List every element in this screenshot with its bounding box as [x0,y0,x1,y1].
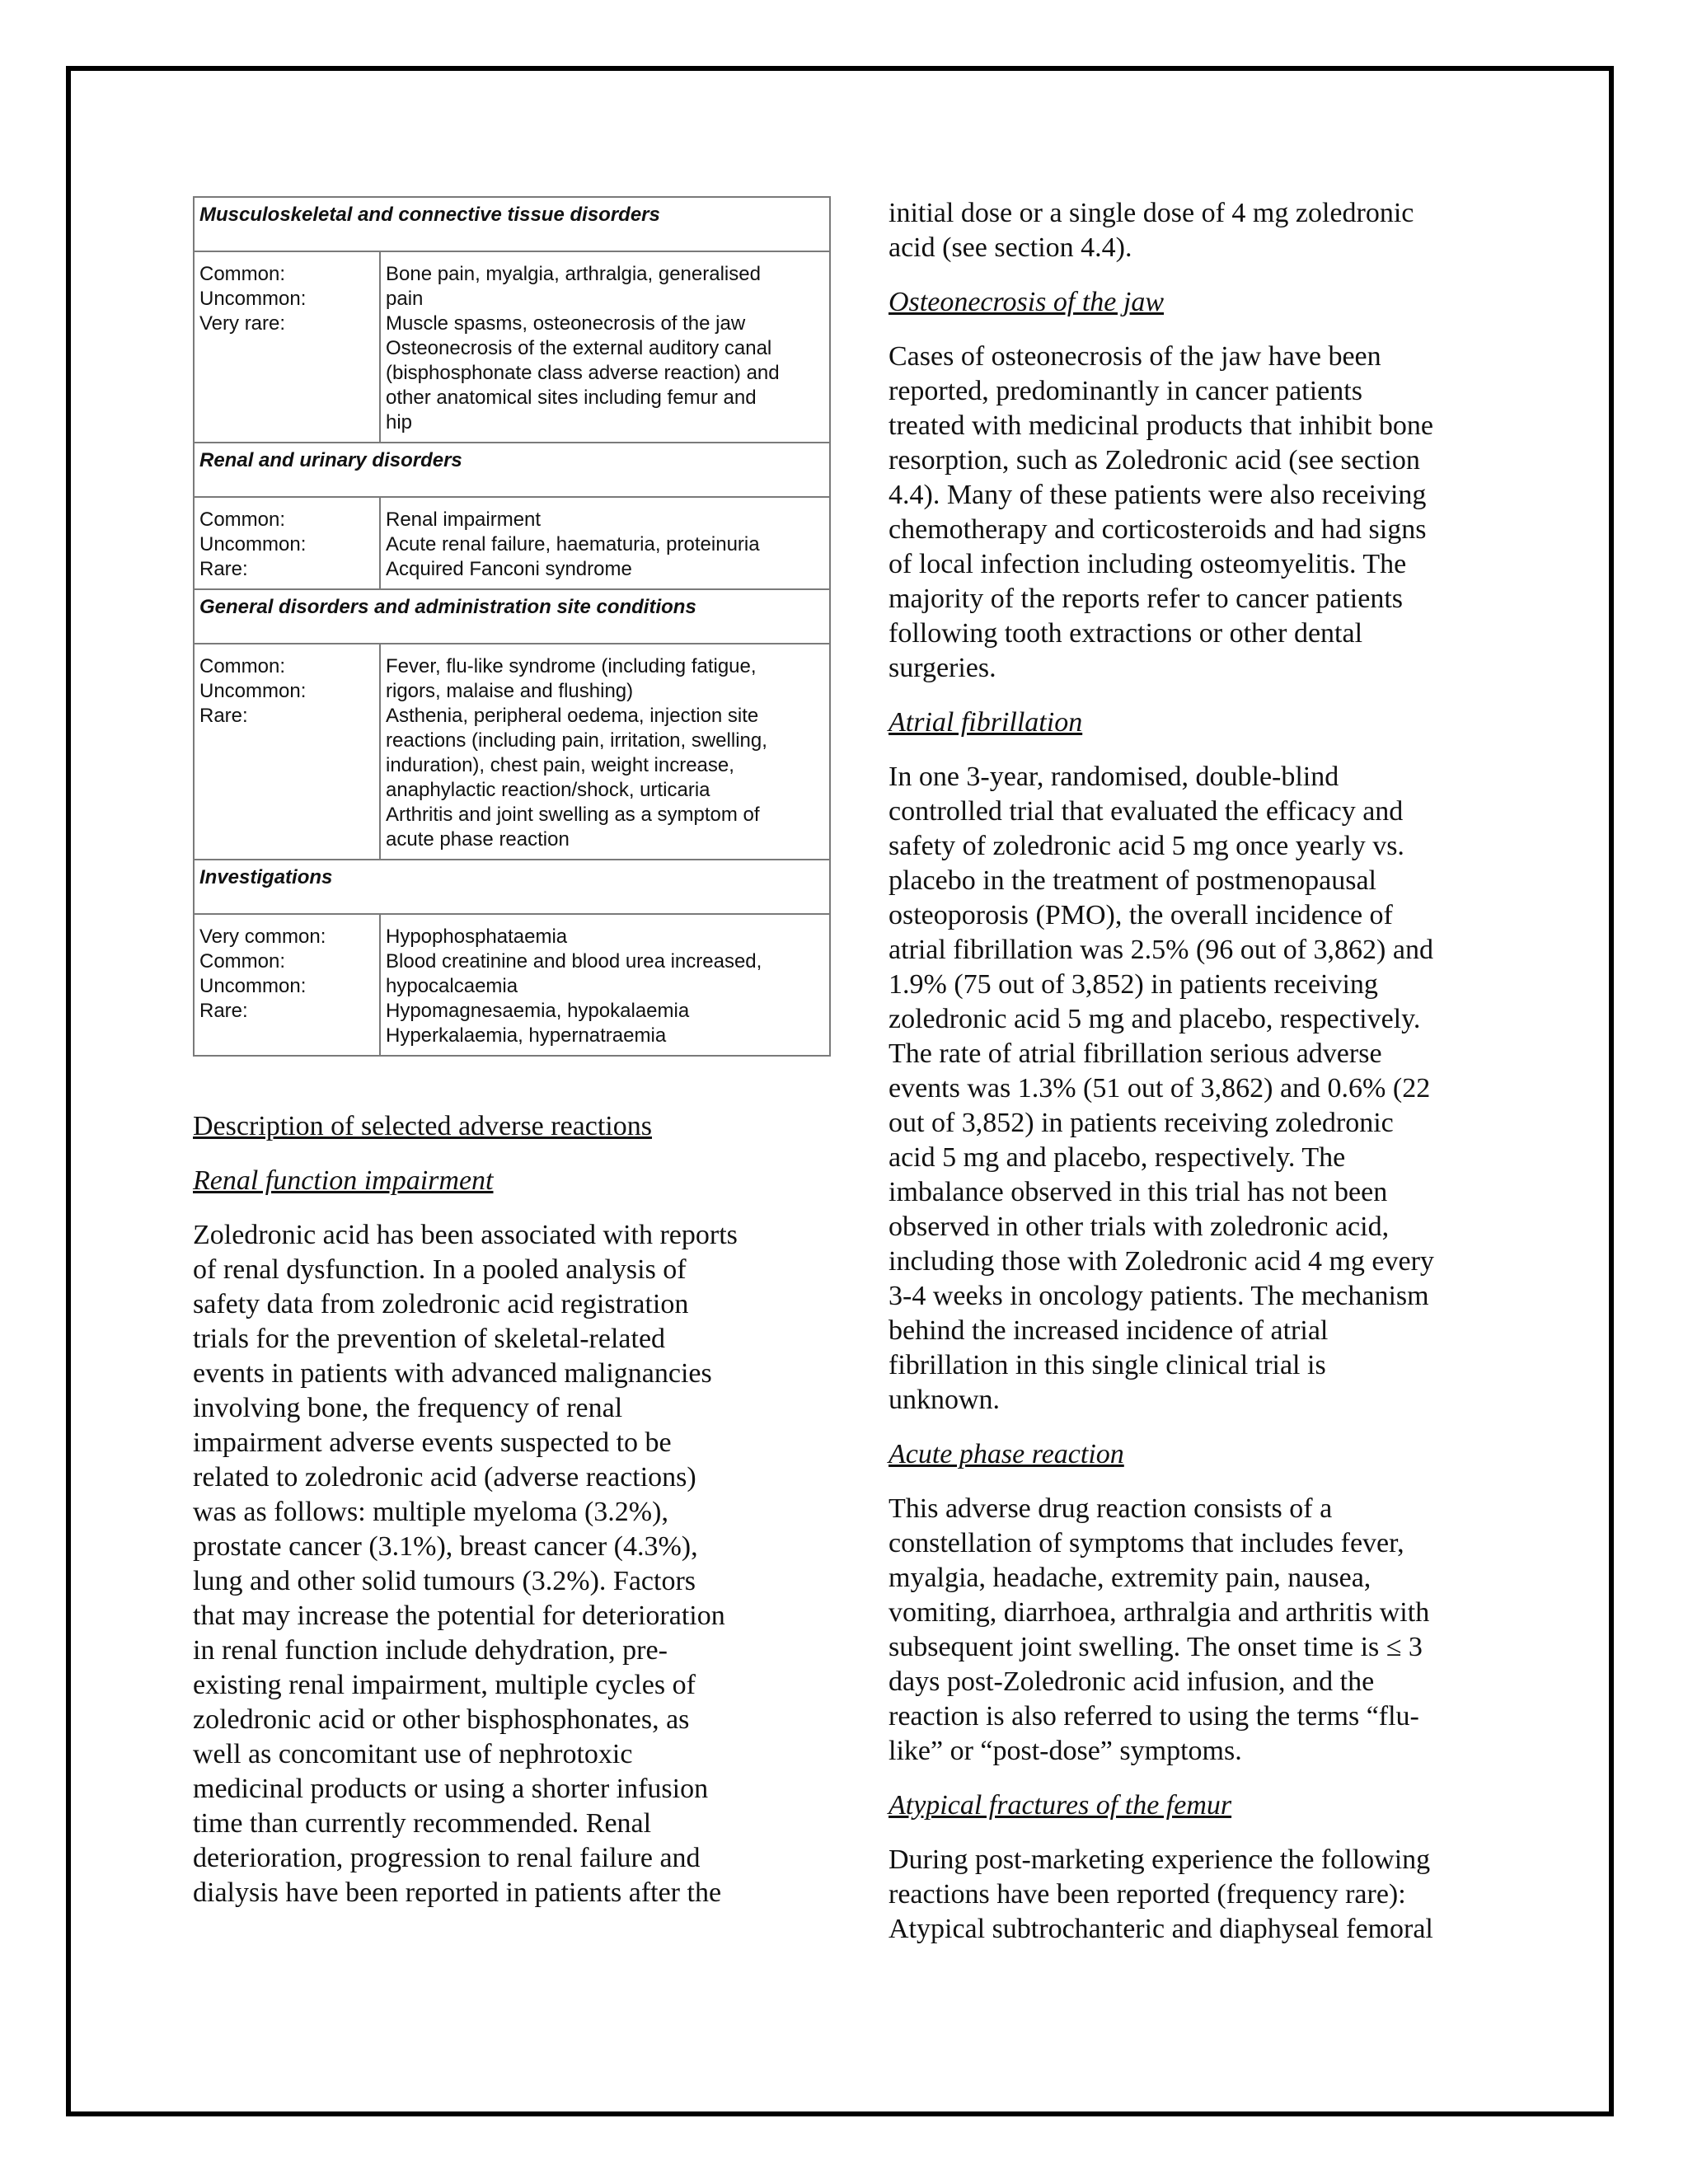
adverse-reactions-table [193,196,831,1057]
text-line: lung and other solid tumours (3.2%). Factors [193,1566,696,1596]
text-line: prostate cancer (3.1%), breast cancer (4.3%), [193,1531,698,1562]
reaction-cell [380,914,830,1056]
table-section-heading-row [194,860,830,914]
text-line: days post-Zoledronic acid infusion, and the [889,1666,1375,1697]
frequency-label: Rare: [199,558,248,580]
selected-reactions-section [193,1109,831,1910]
reaction-text: Hypomagnesaemia, hypokalaemia [386,1000,690,1022]
text-line: events was 1.3% (51 out of 3,862) and 0.6% (22 [889,1073,1431,1104]
text-line: acid (see section 4.4). [889,232,1132,263]
reaction-text: induration), chest pain, weight increase, [386,754,734,776]
paragraph [889,760,1482,1418]
table-section-heading-row [194,443,830,497]
text-line: resorption, such as Zoledronic acid (see section [889,445,1420,476]
frequency-cell [194,914,380,1056]
reaction-cell [380,251,830,443]
reaction-text: pain [386,288,424,310]
reaction-text: Renal impairment [386,509,542,531]
frequency-label: Rare: [199,705,248,727]
frequency-label: Uncommon: [199,533,307,555]
frequency-cell [194,497,380,589]
text-line: involving bone, the frequency of renal [193,1393,623,1423]
table-row [194,644,830,860]
reaction-text: Asthenia, peripheral oedema, injection site [386,705,759,727]
text-line: zoledronic acid 5 mg and placebo, respectively. [889,1004,1421,1034]
text-line: events in patients with advanced malignancies [193,1358,712,1389]
reaction-text: Fever, flu-like syndrome (including fatigue, [386,655,757,677]
text-line: behind the increased incidence of atrial [889,1315,1329,1346]
section-heading: Description of selected adverse reactions [193,1111,652,1141]
text-line: including those with Zoledronic acid 4 mg every [889,1246,1434,1277]
text-line: osteoporosis (PMO), the overall incidence of [889,900,1393,930]
text-line: reaction is also referred to using the terms “flu- [889,1701,1419,1732]
frequency-label: Very common: [199,926,326,948]
table-section-heading-row [194,197,830,251]
reaction-text: Acquired Fanconi syndrome [386,558,632,580]
reaction-text: Hypophosphataemia [386,926,568,948]
reaction-text: other anatomical sites including femur and [386,387,757,409]
text-line: placebo in the treatment of postmenopausal [889,865,1376,896]
text-line: was as follows: multiple myeloma (3.2%), [193,1497,668,1527]
reaction-text: (bisphosphonate class adverse reaction) and [386,362,780,384]
text-line: like” or “post-dose” symptoms. [889,1736,1242,1766]
table-row [194,251,830,443]
text-line: 3-4 weeks in oncology patients. The mechanism [889,1281,1429,1311]
text-line: Atypical subtrochanteric and diaphyseal femoral [889,1914,1433,1944]
text-line: existing renal impairment, multiple cycles of [193,1670,696,1700]
paragraph [889,340,1482,686]
reaction-text: acute phase reaction [386,828,570,851]
left-column [193,196,831,1910]
section-heading: Musculoskeletal and connective tissue disorders [194,197,830,251]
text-line: of local infection including osteomyelitis. The [889,549,1407,579]
subsection-heading: Acute phase reaction [889,1439,1124,1469]
text-line: majority of the reports refer to cancer patients [889,583,1404,614]
text-line: medicinal products or using a shorter infusion [193,1774,709,1804]
text-line: safety data from zoledronic acid registration [193,1289,689,1319]
text-line: of renal dysfunction. In a pooled analysis of [193,1254,687,1285]
frequency-label: Common: [199,509,286,531]
text-line: that may increase the potential for deterioration [193,1601,725,1631]
right-column [889,196,1482,1947]
subsection-heading: Renal function impairment [193,1165,494,1196]
text-line: initial dose or a single dose of 4 mg zoledronic [889,198,1414,228]
subsection-heading: Atrial fibrillation [889,707,1083,738]
reaction-text: Muscle spasms, osteonecrosis of the jaw [386,312,746,335]
reaction-text: hip [386,411,413,434]
paragraph [193,1218,831,1910]
subsection-heading: Osteonecrosis of the jaw [889,287,1164,317]
section-heading: Renal and urinary disorders [194,443,830,497]
frequency-label: Very rare: [199,312,286,335]
reaction-cell [380,497,830,589]
reaction-text: Hyperkalaemia, hypernatraemia [386,1024,667,1047]
text-line: impairment adverse events suspected to be [193,1427,672,1458]
text-line: deterioration, progression to renal failure and [193,1843,701,1873]
text-line: reactions have been reported (frequency rare): [889,1879,1406,1910]
text-line: vomiting, diarrhoea, arthralgia and arthritis with [889,1597,1430,1628]
text-line: out of 3,852) in patients receiving zoledronic [889,1108,1394,1138]
frequency-label: Rare: [199,1000,248,1022]
text-line: trials for the prevention of skeletal-related [193,1324,666,1354]
text-line: acid 5 mg and placebo, respectively. The [889,1142,1346,1173]
reaction-text: Blood creatinine and blood urea increased, [386,950,762,972]
frequency-label: Common: [199,263,286,285]
text-line: related to zoledronic acid (adverse reactions) [193,1462,696,1493]
paragraph [889,1843,1482,1947]
frequency-cell [194,644,380,860]
text-line: safety of zoledronic acid 5 mg once yearly vs. [889,831,1404,861]
table-row [194,497,830,589]
text-line: constellation of symptoms that includes fever, [889,1528,1404,1558]
frequency-cell [194,251,380,443]
frequency-label: Uncommon: [199,680,307,702]
text-line: Cases of osteonecrosis of the jaw have been [889,341,1381,372]
text-line: chemotherapy and corticosteroids and had signs [889,514,1427,545]
text-line: following tooth extractions or other dental [889,618,1363,649]
table-section-heading-row [194,589,830,644]
text-line: surgeries. [889,653,996,683]
text-line: 1.9% (75 out of 3,852) in patients receiving [889,969,1378,1000]
text-line: unknown. [889,1385,1001,1415]
reaction-text: Osteonecrosis of the external auditory canal [386,337,772,359]
text-line: myalgia, headache, extremity pain, nausea, [889,1563,1372,1593]
text-line: atrial fibrillation was 2.5% (96 out of 3,862) and [889,935,1433,965]
reaction-text: Acute renal failure, haematuria, proteinuria [386,533,760,555]
text-line: dialysis have been reported in patients after the [193,1877,722,1908]
paragraph [889,1492,1482,1769]
subsection-heading: Atypical fractures of the femur [889,1790,1232,1821]
text-line: in renal function include dehydration, pre- [193,1635,668,1666]
reaction-cell [380,644,830,860]
text-line: reported, predominantly in cancer patients [889,376,1362,406]
frequency-label: Uncommon: [199,975,307,997]
text-line: well as concomitant use of nephrotoxic [193,1739,633,1769]
paragraph [889,196,1482,265]
text-line: zoledronic acid or other bisphosphonates, as [193,1704,690,1735]
text-line: observed in other trials with zoledronic acid, [889,1212,1390,1242]
reaction-text: hypocalcaemia [386,975,518,997]
text-line: time than currently recommended. Renal [193,1808,652,1839]
text-line: 4.4). Many of these patients were also receiving [889,480,1427,510]
text-line: During post-marketing experience the following [889,1844,1431,1875]
text-line: subsequent joint swelling. The onset time is ≤ 3 [889,1632,1423,1662]
reaction-text: Arthritis and joint swelling as a symptom of [386,804,760,826]
reaction-text: Bone pain, myalgia, arthralgia, generalised [386,263,761,285]
text-line: treated with medicinal products that inhibit bone [889,410,1433,441]
text-line: controlled trial that evaluated the efficacy and [889,796,1404,827]
section-heading: Investigations [194,860,830,914]
text-line: Zoledronic acid has been associated with reports [193,1220,738,1250]
frequency-label: Uncommon: [199,288,307,310]
section-heading: General disorders and administration site conditions [194,589,830,644]
reaction-text: reactions (including pain, irritation, swelling, [386,729,767,752]
text-line: The rate of atrial fibrillation serious adverse [889,1038,1382,1069]
frequency-label: Common: [199,655,286,677]
reaction-text: anaphylactic reaction/shock, urticaria [386,779,710,801]
frequency-label: Common: [199,950,286,972]
text-line: fibrillation in this single clinical trial is [889,1350,1326,1380]
text-line: In one 3-year, randomised, double-blind [889,762,1339,792]
reaction-text: rigors, malaise and flushing) [386,680,634,702]
text-line: imbalance observed in this trial has not been [889,1177,1388,1207]
table-row [194,914,830,1056]
text-line: This adverse drug reaction consists of a [889,1493,1333,1524]
